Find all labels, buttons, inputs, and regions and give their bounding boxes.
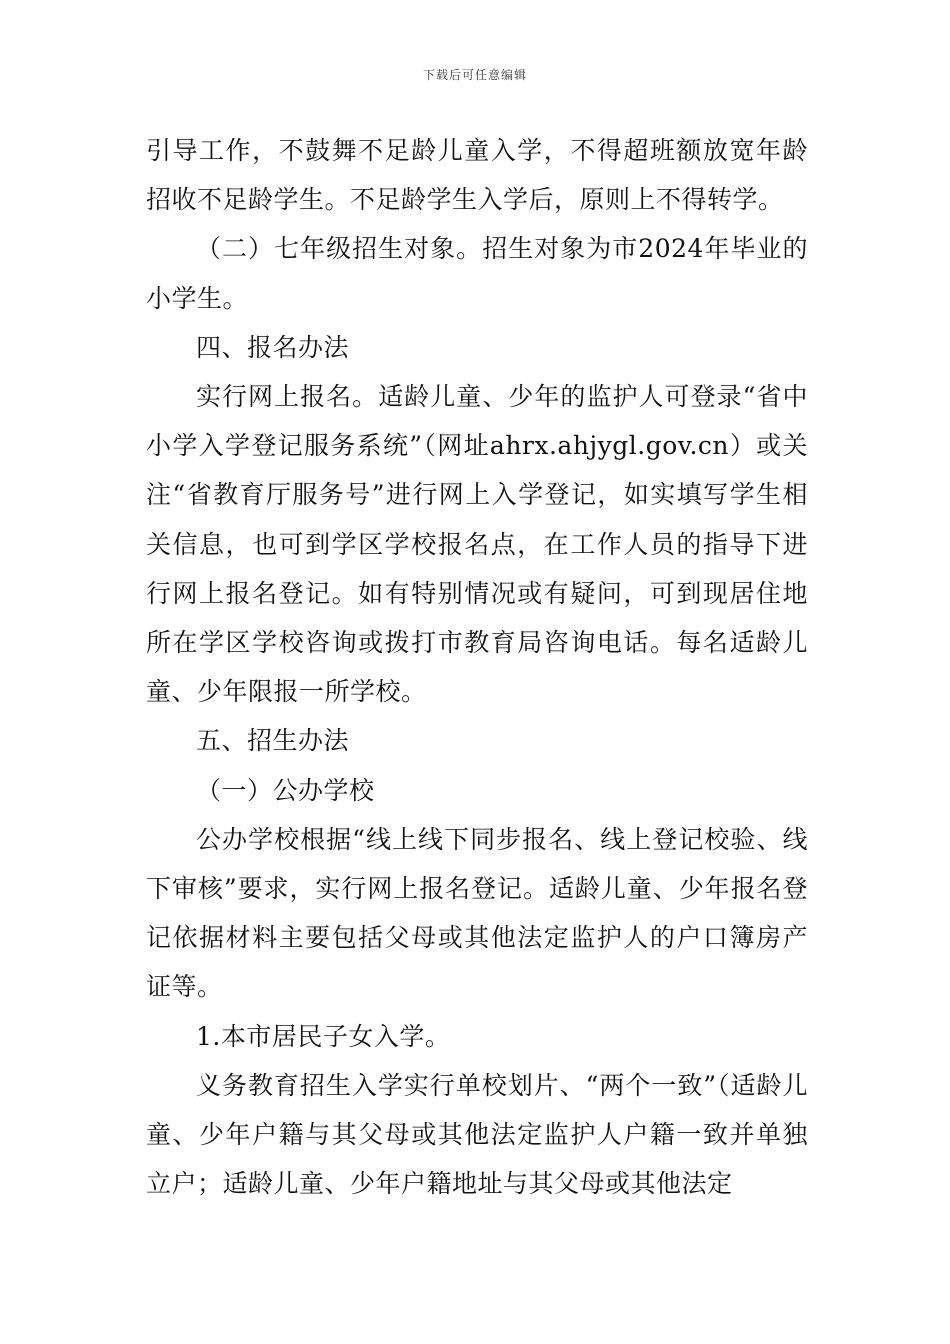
section-heading-4: 四、报名办法: [196, 332, 350, 362]
page-header: 下载后可任意编辑: [422, 68, 527, 82]
paragraph-1: 引导工作，不鼓舞不足龄儿童入学，不得超班额放宽年龄招收不足龄学生。不足龄学生入学后，原则上不得转学。: [146, 136, 808, 215]
document-body: [146, 126, 808, 1208]
paragraph-5: 义务教育招生入学实行单校划片、“两个一致”（适龄儿童、少年户籍与其父母或其他法定监护人户籍一致并单独立户；适龄儿童、少年户籍地址与其父母或其他法定: [146, 1070, 808, 1199]
paragraph-2: （二）七年级招生对象。招生对象为市2024年毕业的小学生。: [146, 234, 808, 313]
list-item-1: 1.本市居民子女入学。: [196, 1021, 451, 1051]
paragraph-3: 实行网上报名。适龄儿童、少年的监护人可登录“省中小学入学登记服务系统”（网址ahrx.ahjygl.gov.cn）或关注“省教育厅服务号”进行网上入学登记，如实填写学生相关信息，也可到学区学校报名点，在工作人员的指导下进行网上报名登记。如有特别情况或有疑问，可到现居住地所在学区学校咨询或拨打市教育局咨询电话。每名适龄儿童、少年限报一所学校。: [146, 382, 808, 707]
paragraph-4: 公办学校根据“线上线下同步报名、线上登记校验、线下审核”要求，实行网上报名登记。适龄儿童、少年报名登记依据材料主要包括父母或其他法定监护人的户口簿房产证等。: [146, 824, 808, 1002]
subsection-heading-1: （一）公办学校: [196, 775, 375, 805]
section-heading-5: 五、招生办法: [196, 726, 350, 756]
